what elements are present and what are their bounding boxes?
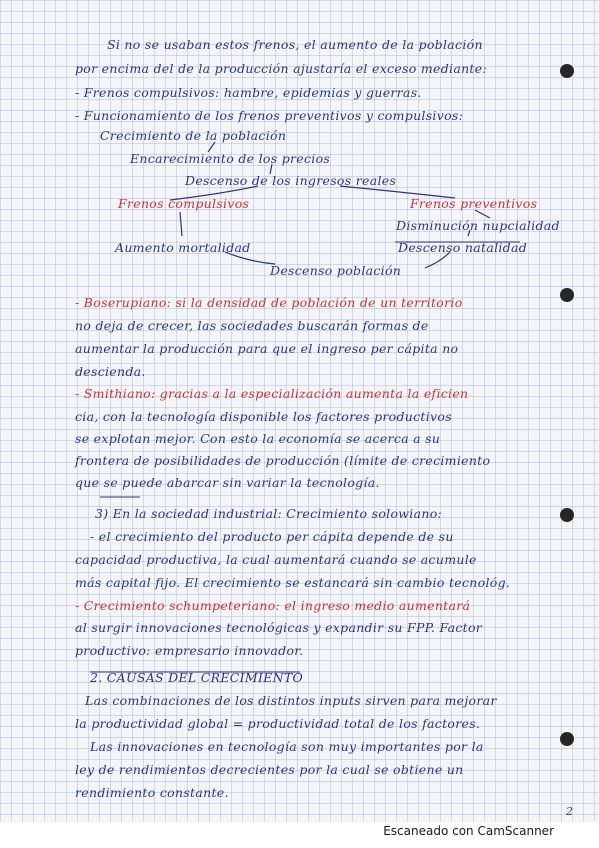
text-line: - el crecimiento del producto per cápita depende de su — [90, 529, 454, 544]
diagram-node: Aumento mortalidad — [115, 240, 251, 255]
diagram-node: Frenos preventivos — [410, 196, 538, 211]
text-line: rendimiento constante. — [75, 785, 229, 800]
binder-hole — [560, 732, 574, 746]
section-heading: 2. CAUSAS DEL CRECIMIENTO — [90, 670, 304, 685]
diagram-node: Descenso de los ingresos reales — [185, 173, 397, 188]
scanner-watermark: Escaneado con CamScanner — [383, 824, 554, 838]
text-line: frontera de posibilidades de producción (límite de crecimiento — [75, 453, 491, 468]
diagram-node: Disminución nupcialidad — [396, 218, 560, 233]
text-line: aumentar la producción para que el ingreso per cápita no — [75, 341, 459, 356]
page-number: 2 — [566, 805, 573, 818]
text-line: capacidad productiva, la cual aumentará cuando se acumule — [75, 552, 477, 567]
text-line: Si no se usaban estos frenos, el aumento de la población — [107, 37, 483, 52]
diagram-node: Encarecimiento de los precios — [130, 151, 331, 166]
text-line: ley de rendimientos decrecientes por la cual se obtiene un — [75, 762, 464, 777]
text-line: - Smithiano: gracias a la especialización aumenta la eficien — [75, 386, 469, 401]
scanner-footer — [0, 822, 599, 848]
text-line: más capital fijo. El crecimiento se estancará sin cambio tecnológ. — [75, 575, 511, 590]
text-line: productivo: empresario innovador. — [75, 643, 304, 658]
text-line: Las innovaciones en tecnología son muy importantes por la — [90, 739, 484, 754]
diagram-node: Frenos compulsivos — [118, 196, 250, 211]
text-line: Las combinaciones de los distintos inputs sirven para mejorar — [85, 693, 497, 708]
diagram-node: Descenso población — [270, 263, 402, 278]
text-line: al surgir innovaciones tecnológicas y expandir su FPP. Factor — [75, 620, 483, 635]
text-line: - Funcionamiento de los frenos preventivos y compulsivos: — [75, 108, 464, 123]
text-line: - Boserupiano: si la densidad de población de un territorio — [75, 295, 463, 310]
text-line: no deja de crecer, las sociedades buscarán formas de — [75, 318, 429, 333]
text-line: cia, con la tecnología disponible los factores productivos — [75, 409, 452, 424]
section-heading: 3) En la sociedad industrial: Crecimiento solowiano: — [95, 506, 443, 521]
text-line: - Crecimiento schumpeteriano: el ingreso medio aumentará — [75, 598, 471, 613]
diagram-node: Crecimiento de la población — [100, 128, 287, 143]
text-line: descienda. — [75, 364, 146, 379]
binder-hole — [560, 64, 574, 78]
text-line: se explotan mejor. Con esto la economía se acerca a su — [75, 431, 441, 446]
text-line: - Frenos compulsivos: hambre, epidemias y guerras. — [75, 85, 422, 100]
diagram-node: Descenso natalidad — [398, 240, 528, 255]
text-line: la productividad global = productividad total de los factores. — [75, 716, 481, 731]
text-line: que se puede abarcar sin variar la tecnología. — [75, 475, 380, 490]
binder-hole — [560, 508, 574, 522]
binder-hole — [560, 288, 574, 302]
text-line: por encima del de la producción ajustaría el exceso mediante: — [75, 61, 487, 76]
